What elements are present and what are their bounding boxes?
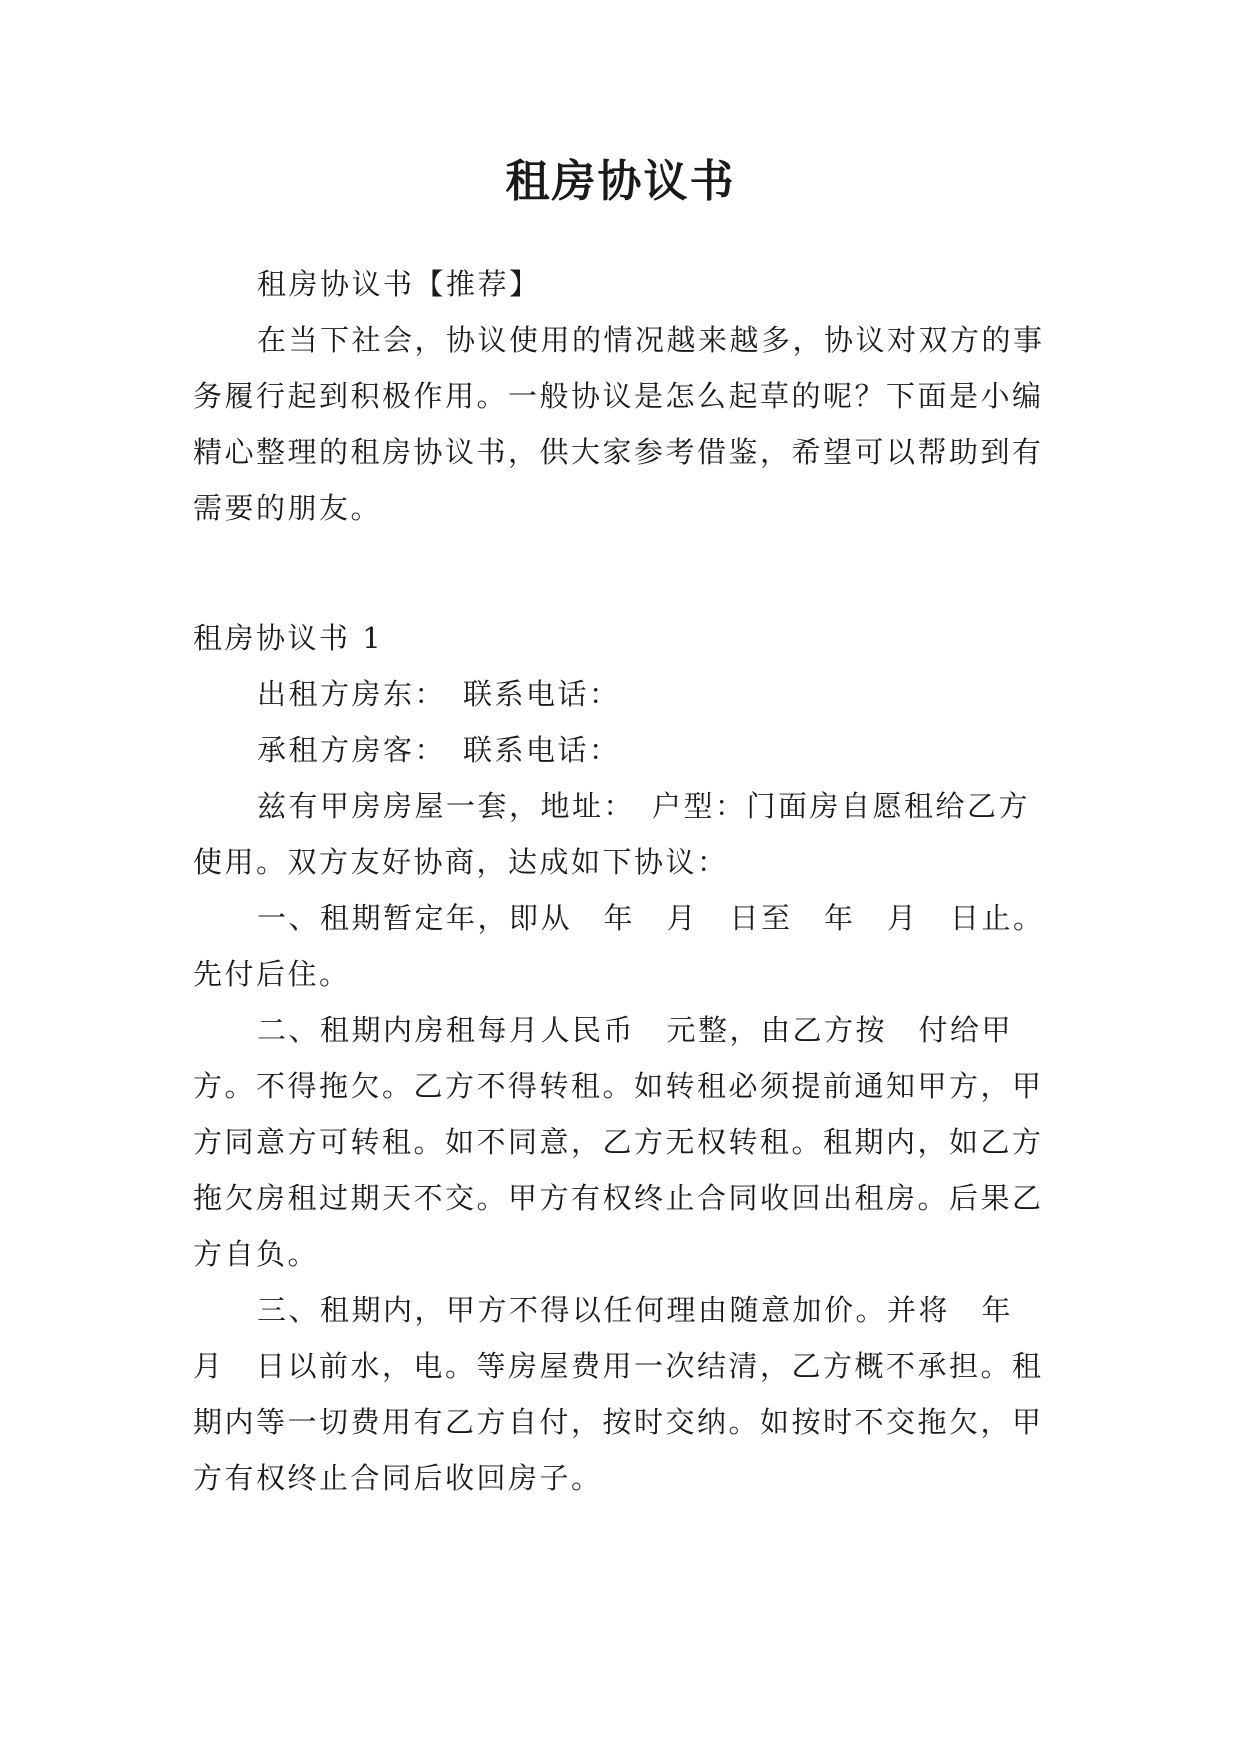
tenant-line: 承租方房客： 联系电话： xyxy=(257,733,621,767)
clause-3-paragraph: 三、租期内，甲方不得以任何理由随意加价。并将 年 月 日以前水，电。等房屋费用一次结清，乙方概不承担。租期内等一切费用有乙方自付，按时交纳。如按时不交拖欠，甲方有权终止合同后收回房子。 xyxy=(193,1293,1045,1495)
section-heading: 租房协议书 1 xyxy=(193,621,384,655)
subtitle-paragraph: 租房协议书【推荐】 xyxy=(257,267,541,301)
clause-1-paragraph: 一、租期暂定年，即从 年 月 日至 年 月 日止。先付后住。 xyxy=(193,901,1045,991)
clause-2-paragraph: 二、租期内房租每月人民币 元整，由乙方按 付给甲方。不得拖欠。乙方不得转租。如转租必须提前通知甲方，甲方同意方可转租。如不同意，乙方无权转租。租期内，如乙方拖欠房租过期天不交。甲方有权终止合同收回出租房。后果乙方自负。 xyxy=(193,1013,1044,1271)
intro-paragraph: 在当下社会，协议使用的情况越来越多，协议对双方的事务履行起到积极作用。一般协议是怎么起草的呢？下面是小编精心整理的租房协议书，供大家参考借鉴，希望可以帮助到有需要的朋友。 xyxy=(193,323,1045,525)
property-paragraph: 兹有甲房房屋一套，地址： 户型：门面房自愿租给乙方使用。双方友好协商，达成如下协议： xyxy=(193,789,1031,879)
document-title: 租房协议书 xyxy=(505,156,736,207)
document-body xyxy=(193,256,1053,1506)
landlord-line: 出租方房东： 联系电话： xyxy=(257,677,621,711)
section-spacer xyxy=(193,536,1053,610)
